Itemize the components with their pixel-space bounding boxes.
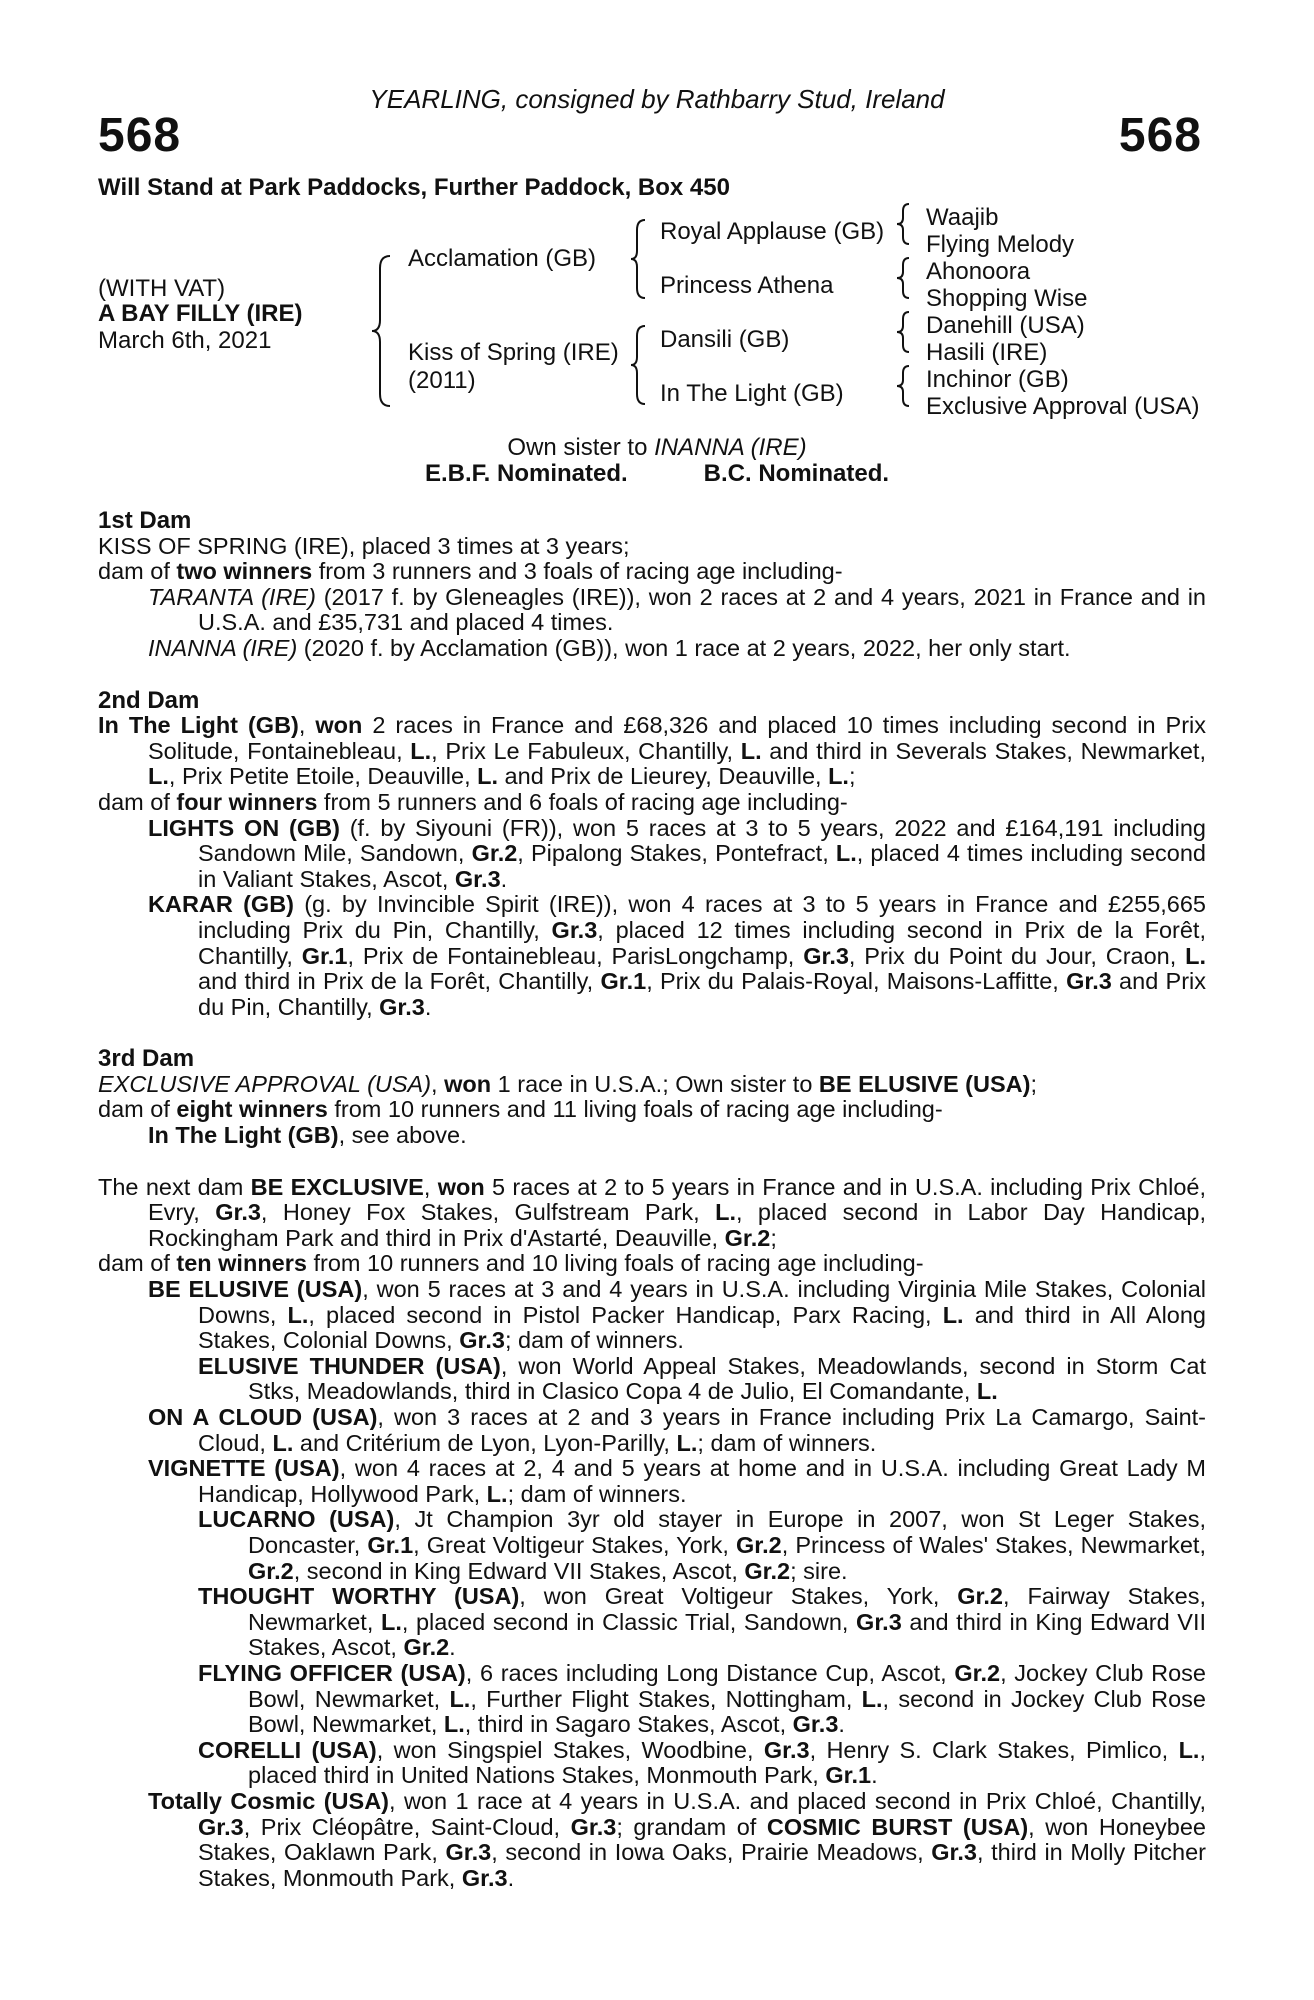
second-dam-record: In The Light (GB), won 2 races in France and £68,326 and placed 10 times including second in Prix Solitude, Fontainebleau, L., Prix Le Fabuleux, Chantilly, L. and third in Severals Stakes, Newmarket, L., Prix Petite Etoile, Deauville, L. and Prix de Lieurey, Deauville, L.; <box>98 712 1206 790</box>
pedigree-brace-ds <box>895 310 913 354</box>
produce-lucarno: LUCARNO (USA), Jt Champion 3yr old stayer in Europe in 2007, won St Leger Stakes, Doncaster, Gr.1, Great Voltigeur Stakes, York, Gr.2, Princess of Wales' Stakes, Newmarket, Gr.2, second in King Edward VII Stakes, Ascot, Gr.2; sire. <box>198 1506 1206 1584</box>
produce-karar: KARAR (GB) (g. by Invincible Spirit (IRE)), won 4 races at 3 to 5 years in France and £255,665 including Prix du Pin, Chantilly, Gr.3, placed 12 times including second in Prix de la Forêt, Chantilly, Gr.1, Prix de Fontainebleau, ParisLongchamp, Gr.3, Prix du Point du Jour, Craon, L. and third in Prix de la Forêt, Chantilly, Gr.1, Prix du Palais-Royal, Maisons-Laffitte, Gr.3 and Prix du Pin, Chantilly, Gr.3. <box>148 891 1207 1020</box>
pedigree-sd: Princess Athena <box>660 272 834 299</box>
pedigree-sire: Acclamation (GB) <box>408 245 597 272</box>
produce-vignette: VIGNETTE (USA), won 4 races at 2, 4 and 5 years at home and in U.S.A. including Great Lady M Handicap, Hollywood Park, L.; dam of winners. <box>148 1455 1206 1507</box>
pedigree-brace-sd <box>895 256 913 300</box>
produce-thought-worthy: THOUGHT WORTHY (USA), won Great Voltigeur Stakes, York, Gr.2, Fairway Stakes, Newmarket, L., placed second in Classic Trial, Sandown, Gr.3 and third in King Edward VII Stakes, Ascot, Gr.2. <box>198 1583 1207 1661</box>
produce-on-a-cloud: ON A CLOUD (USA), won 3 races at 2 and 3 years in France including Prix La Camargo, Saint-Cloud, L. and Critérium de Lyon, Lyon-Parilly, L.; dam of winners. <box>148 1404 1206 1456</box>
pedigree-dds: Inchinor (GB) <box>926 366 1069 393</box>
pedigree-brace-sire <box>629 218 649 300</box>
produce-flying-officer: FLYING OFFICER (USA), 6 races including Long Distance Cup, Ascot, Gr.2, Jockey Club Rose Bowl, Newmarket, L., Further Flight Stakes, Nottingham, L., second in Jockey Club Rose Bowl, Newmarket, L., third in Sagaro Stakes, Ascot, Gr.3. <box>198 1659 1206 1738</box>
second-dam-heading: 2nd Dam <box>98 686 200 714</box>
second-dam-produce: dam of four winners from 5 runners and 6 foals of racing age including- <box>98 788 848 815</box>
pedigree-brace-ss <box>895 202 913 246</box>
pedigree-sss: Waajib <box>926 204 999 231</box>
produce-taranta: TARANTA (IRE) (2017 f. by Gleneagles (IRE)), won 2 races at 2 and 4 years, 2021 in France and in U.S.A. and £35,731 and placed 4 times. <box>148 583 1206 636</box>
stand-location: Will Stand at Park Paddocks, Further Paddock, Box 450 <box>98 174 730 201</box>
pedigree-dam: Kiss of Spring (IRE) <box>408 339 619 366</box>
horse-name: A BAY FILLY (IRE) <box>98 300 303 327</box>
pedigree-ssd: Flying Melody <box>926 231 1075 258</box>
vat-label: (WITH VAT) <box>98 275 226 302</box>
pedigree-dd: In The Light (GB) <box>660 380 844 407</box>
pedigree-dsd: Hasili (IRE) <box>926 339 1048 366</box>
nominations <box>0 460 1314 488</box>
pedigree-brace-dam <box>629 324 649 406</box>
own-sister-prefix: Own sister to <box>507 434 655 461</box>
pedigree-brace-dd <box>895 364 913 408</box>
ebf-nomination: E.B.F. Nominated. <box>424 460 628 487</box>
produce-record <box>98 508 1206 1891</box>
third-dam-produce: dam of eight winners from 10 runners and 11 living foals of racing age including- <box>98 1096 943 1123</box>
lot-number-left: 568 <box>98 109 182 162</box>
pedigree-brace-main <box>370 254 394 408</box>
produce-in-the-light: In The Light (GB), see above. <box>148 1122 467 1149</box>
pedigree-dss: Danehill (USA) <box>926 312 1085 339</box>
produce-totally-cosmic: Totally Cosmic (USA), won 1 race at 4 years in U.S.A. and placed second in Prix Chloé, Chantilly, Gr.3, Prix Cléopâtre, Saint-Cloud, Gr.3; grandam of COSMIC BURST (USA), won Honeybee Stakes, Oaklawn Park, Gr.3, second in Iowa Oaks, Prairie Meadows, Gr.3, third in Molly Pitcher Stakes, Monmouth Park, Gr.3. <box>148 1787 1207 1891</box>
pedigree-sds: Ahonoora <box>926 258 1031 285</box>
foaling-date: March 6th, 2021 <box>98 327 272 354</box>
first-dam-heading: 1st Dam <box>98 507 192 534</box>
lot-number-right: 568 <box>1118 109 1202 162</box>
produce-lights-on: LIGHTS ON (GB) (f. by Siyouni (FR)), won 5 races at 3 to 5 years, 2022 and £164,191 including Sandown Mile, Sandown, Gr.2, Pipalong Stakes, Pontefract, L., placed 4 times including second in Valiant Stakes, Ascot, Gr.3. <box>148 814 1206 892</box>
pedigree-ss: Royal Applause (GB) <box>660 218 885 245</box>
own-sister-name: INANNA (IRE) <box>654 434 807 461</box>
first-dam-produce: dam of two winners from 3 runners and 3 foals of racing age including- <box>98 558 843 585</box>
pedigree-dam-year: (2011) <box>408 367 476 394</box>
first-dam-line: KISS OF SPRING (IRE), placed 3 times at 3 years; <box>98 532 630 559</box>
pedigree-sdd: Shopping Wise <box>926 285 1088 312</box>
third-dam-record: EXCLUSIVE APPROVAL (USA), won 1 race in U.S.A.; Own sister to BE ELUSIVE (USA); <box>98 1070 1037 1097</box>
pedigree-ds: Dansili (GB) <box>660 326 790 353</box>
third-dam-heading: 3rd Dam <box>98 1045 195 1073</box>
consignment-line: YEARLING, consigned by Rathbarry Stud, Ireland <box>369 84 945 114</box>
produce-elusive-thunder: ELUSIVE THUNDER (USA), won World Appeal Stakes, Meadowlands, second in Storm Cat Stks, Meadowlands, third in Clasico Copa 4 de Julio, El Comandante, L. <box>198 1352 1207 1405</box>
produce-be-elusive: BE ELUSIVE (USA), won 5 races at 3 and 4 years in U.S.A. including Virginia Mile Stakes, Colonial Downs, L., placed second in Pistol Packer Handicap, Parx Racing, L. and third in All Along Stakes, Colonial Downs, Gr.3; dam of winners. <box>148 1276 1207 1354</box>
fourth-dam-record: The next dam BE EXCLUSIVE, won 5 races at 2 to 5 years in France and in U.S.A. including Prix Chloé, Evry, Gr.3, Honey Fox Stakes, Gulfstream Park, L., placed second in Labor Day Handicap, Rockingham Park and third in Prix d'Astarté, Deauville, Gr.2; <box>98 1173 1207 1251</box>
fourth-dam-produce: dam of ten winners from 10 runners and 10 living foals of racing age including- <box>98 1250 924 1277</box>
pedigree-ddd: Exclusive Approval (USA) <box>926 393 1200 420</box>
produce-inanna: INANNA (IRE) (2020 f. by Acclamation (GB)), won 1 race at 2 years, 2022, her only start. <box>148 634 1071 661</box>
own-sister-line <box>0 434 1314 462</box>
produce-corelli: CORELLI (USA), won Singspiel Stakes, Woodbine, Gr.3, Henry S. Clark Stakes, Pimlico, L., placed third in United Nations Stakes, Monmouth Park, Gr.1. <box>198 1736 1206 1789</box>
bc-nomination: B.C. Nominated. <box>703 460 890 487</box>
